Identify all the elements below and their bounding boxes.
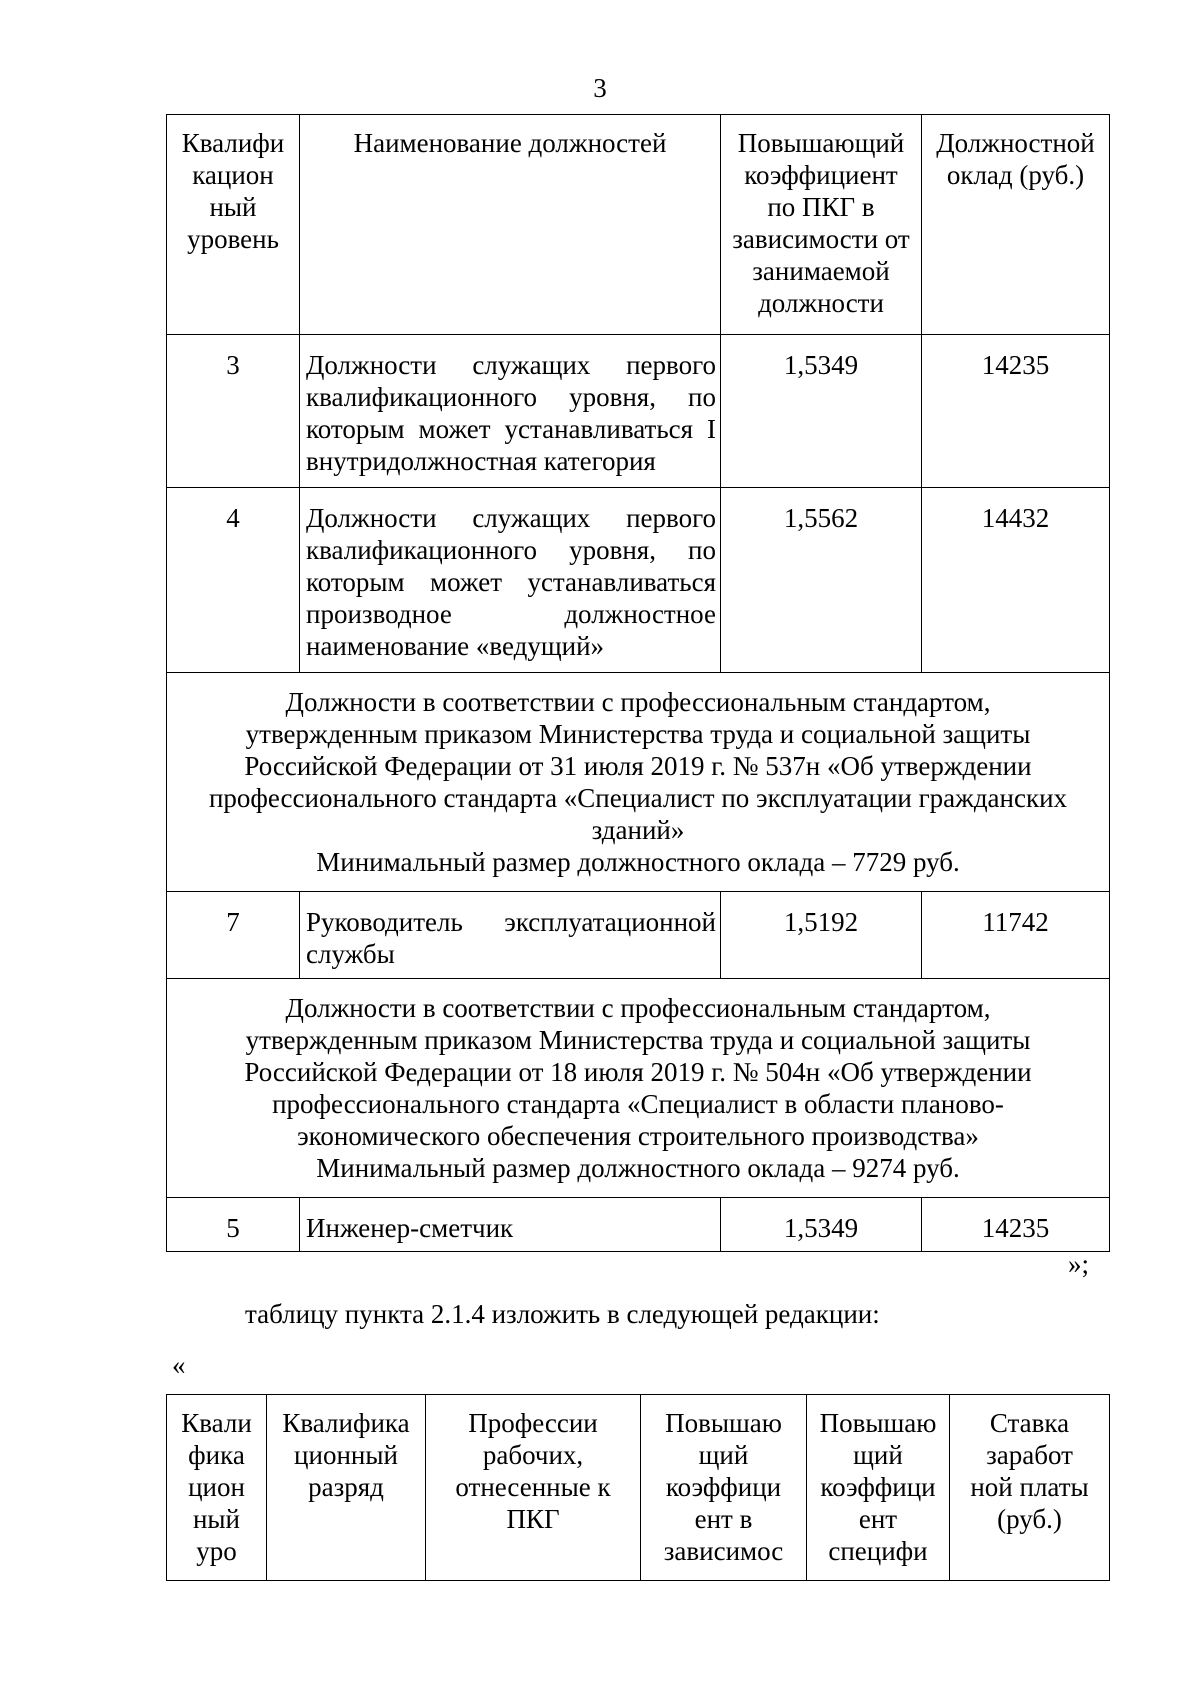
coefficient-cell: 1,5349: [721, 1198, 922, 1252]
header-specific-coefficient: Повышаю щий коэффици ент специфи: [807, 1395, 950, 1581]
table-row: [167, 1198, 1110, 1252]
level-cell: 5: [167, 1198, 300, 1252]
section-description: Должности в соответствии с профессиональным стандартом, утвержденным приказом Министерства труда и социальной защиты Российской Федерации от 31 июля 2019 г. № 537н «Об утверждении профессионального стандарта «Специалист по эксплуатации гражданских зданий» Минимальный размер должностного оклада – 7729 руб.: [167, 673, 1110, 892]
level-cell: 7: [167, 892, 300, 979]
level-cell: 3: [167, 335, 300, 488]
salary-table: [166, 114, 1110, 1252]
closing-quote: »;: [1068, 1249, 1090, 1279]
header-qualification-grade: Квалифика ционный разряд: [267, 1395, 426, 1581]
header-worker-professions: Профессии рабочих, отнесенные к ПКГ: [426, 1395, 641, 1581]
salary-cell: 14432: [922, 488, 1110, 673]
table-row: [167, 488, 1110, 673]
header-qualification-level: Квалифи кацион ный уровень: [167, 115, 300, 335]
salary-cell: 14235: [922, 335, 1110, 488]
header-position-name: Наименование должностей: [300, 115, 721, 335]
header-qualification-level: Квали фика цион ный уро: [167, 1395, 267, 1581]
level-cell: 4: [167, 488, 300, 673]
section-description: Должности в соответствии с профессиональным стандартом, утвержденным приказом Министерства труда и социальной защиты Российской Федерации от 18 июля 2019 г. № 504н «Об утверждении профессионального стандарта «Специалист в области планово- экономического обеспечения строительного производства» Минимальный размер должностного оклада – 9274 руб.: [167, 979, 1110, 1198]
table-row: [167, 335, 1110, 488]
section-row: [167, 979, 1110, 1198]
position-name-cell: Инженер-сметчик: [300, 1198, 721, 1252]
table-row: [167, 892, 1110, 979]
instruction-text: таблицу пункта 2.1.4 изложить в следующей редакции:: [245, 1299, 880, 1329]
position-name-cell: Должности служащих первого квалификационного уровня, по которым может устанавливаться производное должностное наименование «ведущий»: [300, 488, 721, 673]
salary-cell: 14235: [922, 1198, 1110, 1252]
position-name-cell: Должности служащих первого квалификационного уровня, по которым может устанавливаться I внутридолжностная категория: [300, 335, 721, 488]
table-header-row: [167, 1395, 1110, 1581]
section-row: [167, 673, 1110, 892]
header-wage-rate: Ставка заработ ной платы (руб.): [950, 1395, 1110, 1581]
header-position-coefficient: Повышаю щий коэффици ент в зависимос: [641, 1395, 807, 1581]
coefficient-cell: 1,5562: [721, 488, 922, 673]
header-salary: Должностной оклад (руб.): [922, 115, 1110, 335]
table-header-row: [167, 115, 1110, 335]
worker-professions-table: [166, 1394, 1110, 1581]
page-number: 3: [593, 73, 607, 103]
coefficient-cell: 1,5349: [721, 335, 922, 488]
coefficient-cell: 1,5192: [721, 892, 922, 979]
position-name-cell: Руководитель эксплуатационной службы: [300, 892, 721, 979]
salary-cell: 11742: [922, 892, 1110, 979]
header-coefficient: Повышающий коэффициент по ПКГ в зависимости от занимаемой должности: [721, 115, 922, 335]
opening-quote: «: [172, 1350, 186, 1380]
